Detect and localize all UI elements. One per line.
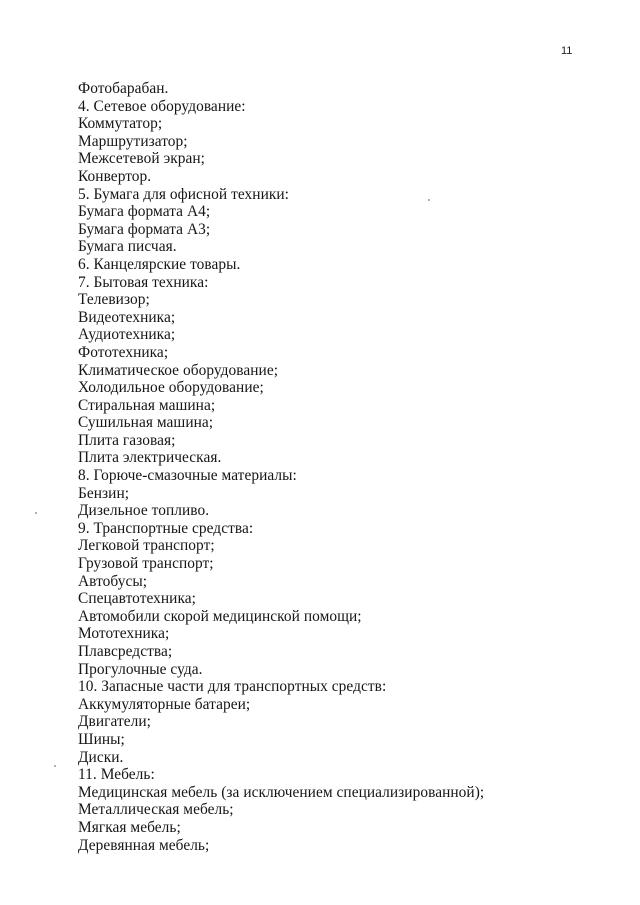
text-line: Плита газовая; — [78, 431, 176, 449]
page-number: 11 — [561, 45, 573, 57]
text-line: Аудиотехника; — [78, 326, 176, 344]
text-line: Фототехника; — [78, 343, 169, 361]
text-line: Видеотехника; — [78, 308, 176, 326]
text-line: Стиральная машина; — [78, 396, 216, 414]
scan-speck — [54, 765, 56, 767]
scan-speck — [428, 199, 430, 201]
text-line: 5. Бумага для офисной техники: — [78, 185, 289, 203]
text-line: Климатическое оборудование; — [78, 361, 279, 379]
text-line: Мягкая мебель; — [78, 818, 181, 836]
text-line: Мототехника; — [78, 625, 170, 643]
text-line: 4. Сетевое оборудование: — [78, 97, 246, 115]
text-line: Бумага формата А4; — [78, 203, 211, 221]
text-line: Сушильная машина; — [78, 414, 214, 432]
text-line: Дизельное топливо. — [78, 502, 210, 520]
text-line: Диски. — [78, 748, 124, 766]
text-line: Прогулочные суда. — [78, 660, 203, 678]
text-line: Маршрутизатор; — [78, 132, 188, 150]
text-line: Автобусы; — [78, 572, 148, 590]
text-line: Холодильное оборудование; — [78, 379, 264, 397]
text-line: Металлическая мебель; — [78, 801, 234, 819]
text-line: 8. Горюче-смазочные материалы: — [78, 467, 297, 485]
text-line: Конвертор. — [78, 167, 152, 185]
text-line: Плавсредства; — [78, 643, 173, 660]
text-line: 7. Бытовая техника: — [78, 273, 209, 291]
text-line: Грузовой транспорт; — [78, 555, 214, 573]
text-line: 11. Мебель: — [78, 766, 155, 784]
text-line: Шины; — [78, 730, 125, 748]
text-line: Плита электрическая. — [78, 449, 222, 467]
text-line: Бумага формата А3; — [78, 220, 211, 238]
text-line: Аккумуляторные батареи; — [78, 695, 251, 713]
text-line: Легковой транспорт; — [78, 537, 215, 555]
document-body — [78, 80, 620, 854]
text-line: Бензин; — [78, 484, 130, 502]
text-line: Медицинская мебель (за исключением специализированной); — [78, 783, 485, 801]
text-line: 6. Канцелярские товары. — [78, 255, 241, 273]
text-line: Межсетевой экран; — [78, 150, 205, 168]
text-line: Двигатели; — [78, 713, 151, 731]
text-line: Фотобарабан. — [78, 80, 169, 97]
text-line: 10. Запасные части для транспортных средств: — [78, 678, 387, 696]
text-line: Телевизор; — [78, 291, 150, 309]
text-line: Спецавтотехника; — [78, 590, 196, 608]
text-line: Автомобили скорой медицинской помощи; — [78, 607, 362, 625]
text-line: Бумага писчая. — [78, 238, 177, 256]
text-line: 9. Транспортные средства: — [78, 519, 254, 537]
scan-speck — [35, 512, 37, 514]
text-line: Деревянная мебель; — [78, 836, 210, 854]
text-line: Коммутатор; — [78, 115, 163, 133]
